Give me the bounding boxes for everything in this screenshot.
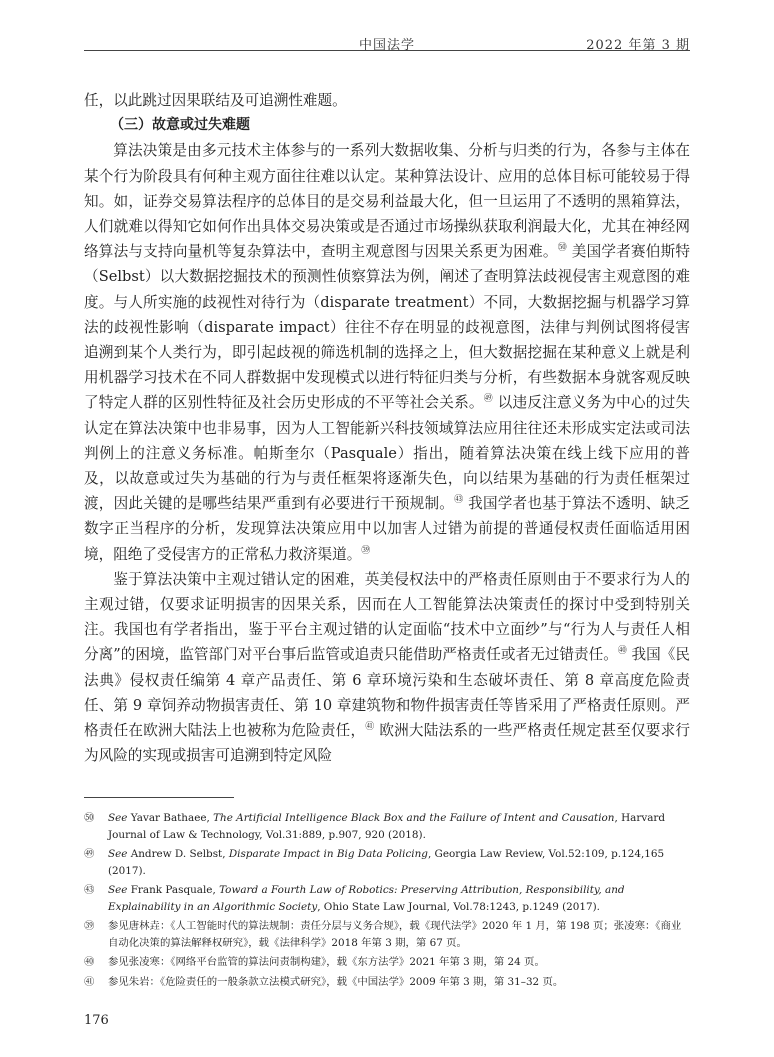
footnote-see: See xyxy=(108,884,128,896)
footnotes xyxy=(84,810,690,993)
footnote-ref-54[interactable]: ㊴ xyxy=(361,545,371,556)
footnote-title: Disparate Impact in Big Data Policing xyxy=(228,848,428,860)
footnote-text: 参见唐林垚：《人工智能时代的算法规制：责任分层与义务合规》，载《现代法学》2020 年 1 月，第 198 页；张凌寒：《商业自动化决策的算法解释权研究》，载《法律科学》2018 年第 3 期，第 67 页。 xyxy=(108,920,682,949)
footnote-number: ㊿ xyxy=(84,812,95,824)
footnote-ref-51[interactable]: ㊿ xyxy=(557,243,567,254)
footnote xyxy=(84,810,690,843)
paragraph-1-text-a: 算法决策是由多元技术主体参与的一系列大数据收集、分析与归类的行为，各参与主体在某个行为阶段具有何种主观方面往往难以认定。某种算法设计、应用的总体目标可能较易于得知。如，证券交易算法程序的总体目的是交易利益最大化，但一旦运用了不透明的黑箱算法，人们就难以得知它如何作出具体交易决策或是否通过市场操纵获取利润最大化，尤其在神经网络算法与支持向量机等复杂算法中，查明主观意图与因果关系更为困难。 xyxy=(84,142,690,261)
footnote-author: Yavar Bathaee, xyxy=(127,812,214,824)
paragraph-2-text-a: 鉴于算法决策中主观过错认定的困难，英美侵权法中的严格责任原则由于不要求行为人的主观过错，仅要求证明损害的因果关系，因而在人工智能算法决策责任的探讨中受到特别关注。我国也有学者指出，鉴于平台主观过错的认定面临“技术中立面纱”与“行为人与责任人相分离”的困境，监管部门对平台事后监管或追责只能借助严格责任或者无过错责任。 xyxy=(84,570,690,664)
footnote-title: Toward a Fourth Law of Robotics: Preserving Attribution, Responsibility, and Explainability in an Algorithmic Society xyxy=(108,884,625,913)
footnote-ref-56[interactable]: ㊶ xyxy=(365,722,375,733)
footnote-number: ㊾ xyxy=(84,848,95,860)
footnote-author: Frank Pasquale, xyxy=(127,884,220,896)
footnote-text: 参见张凌寒：《网络平台监管的算法问责制构建》，载《东方法学》2021 年第 3 期，第 24 页。 xyxy=(108,956,545,968)
paragraph-2-text-b: 我国《民法典》侵权责任编第 4 章产品责任、第 6 章环境污染和生态破坏责任、第 8 章高度危险责任、第 9 章饲养动物损害责任、第 10 章建筑物和物件损害责任等皆采用了严格责任原则。严格责任在欧洲大陆法上也被称为危险责任， xyxy=(84,646,690,740)
footnote-number: ㊴ xyxy=(84,920,95,932)
paragraph-1-text-b: 美国学者赛伯斯特（Selbst）以大数据挖掘技术的预测性侦察算法为例，阐述了查明算法歧视侵害主观意图的难度。与人所实施的歧视性对待行为（disparate treatment）不同，大数据挖掘与机器学习算法的歧视性影响（disparate impact）往往不存在明显的歧视意图，法律与判例试图将侵害追溯到某个人类行为，即引起歧视的筛选机制的选择之上，但大数据挖掘在某种意义上就是利用机器学习技术在不同人群数据中发现模式以进行特征归类与分析，有些数据本身就客观反映了特定人群的区别性特征及社会历史形成的不平等社会关系。 xyxy=(84,243,690,412)
paragraph-2 xyxy=(84,567,690,769)
issue-label: 2022 年第 3 期 xyxy=(586,38,690,53)
paragraph-1-text-d: 我国学者也基于算法不透明、缺乏数字正当程序的分析，发现算法决策应用中以加害人过错为前提的普通侵权责任面临适用困境，阻绝了受侵害方的正常私力救济渠道。 xyxy=(84,495,690,563)
continuation-paragraph: 任，以此跳过因果联结及可追溯性难题。 xyxy=(84,92,347,109)
paragraph-1-text-c: 以违反注意义务为中心的过失认定在算法决策中也非易事，因为人工智能新兴科技领域算法应用往往还未形成实定法或司法判例上的注意义务标准。帕斯奎尔（Pasquale）指出，随着算法决策在线上线下应用的普及，以故意或过失为基础的行为与责任框架将逐渐失色，向以结果为基础的行为责任框架过渡，因此关键的是哪些结果严重到有必要进行干预规制。 xyxy=(84,394,690,513)
footnote xyxy=(84,974,690,991)
footnote xyxy=(84,882,690,915)
footnote-see: See xyxy=(108,848,128,860)
section-heading: （三）故意或过失难题 xyxy=(110,117,250,134)
page-number: 176 xyxy=(84,1013,109,1028)
footnote-source: , Georgia Law Review, Vol.52:109, p.124,165 (2017). xyxy=(108,848,665,877)
footnote xyxy=(84,954,690,971)
main-text xyxy=(84,88,690,768)
paragraph-2-text-c: 欧洲大陆法系的一些严格责任规定甚至仅要求行为风险的实现或损害可追溯到特定风险 xyxy=(84,722,690,765)
footnote-text: 参见朱岩：《危险责任的一般条款立法模式研究》，载《中国法学》2009 年第 3 期，第 31–32 页。 xyxy=(108,975,564,988)
header-rule xyxy=(84,50,690,51)
footnote-number: ㊶ xyxy=(84,975,95,988)
paragraph-1 xyxy=(84,138,690,566)
footnote-ref-52[interactable]: ㊾ xyxy=(483,394,493,405)
footnote xyxy=(84,846,690,879)
journal-name: 中国法学 xyxy=(358,38,415,53)
running-header xyxy=(84,20,690,53)
footnote xyxy=(84,918,690,951)
footnote-author: Andrew D. Selbst, xyxy=(127,848,229,860)
footnote-see: See xyxy=(108,812,128,824)
footnote-source: , Ohio State Law Journal, Vol.78:1243, p.1249 (2017). xyxy=(317,900,600,913)
footnote-rule xyxy=(84,797,234,798)
footnote-source: , Harvard Journal of Law & Technology, Vol.31:889, p.907, 920 (2018). xyxy=(108,812,666,841)
footnote-ref-53[interactable]: ㊸ xyxy=(454,495,464,506)
footnote-number: ㊸ xyxy=(84,884,95,896)
footnote-number: ㊵ xyxy=(84,956,95,968)
footnote-ref-55[interactable]: ㊵ xyxy=(617,646,627,657)
footnote-title: The Artificial Intelligence Black Box and the Failure of Intent and Causation xyxy=(213,812,615,824)
